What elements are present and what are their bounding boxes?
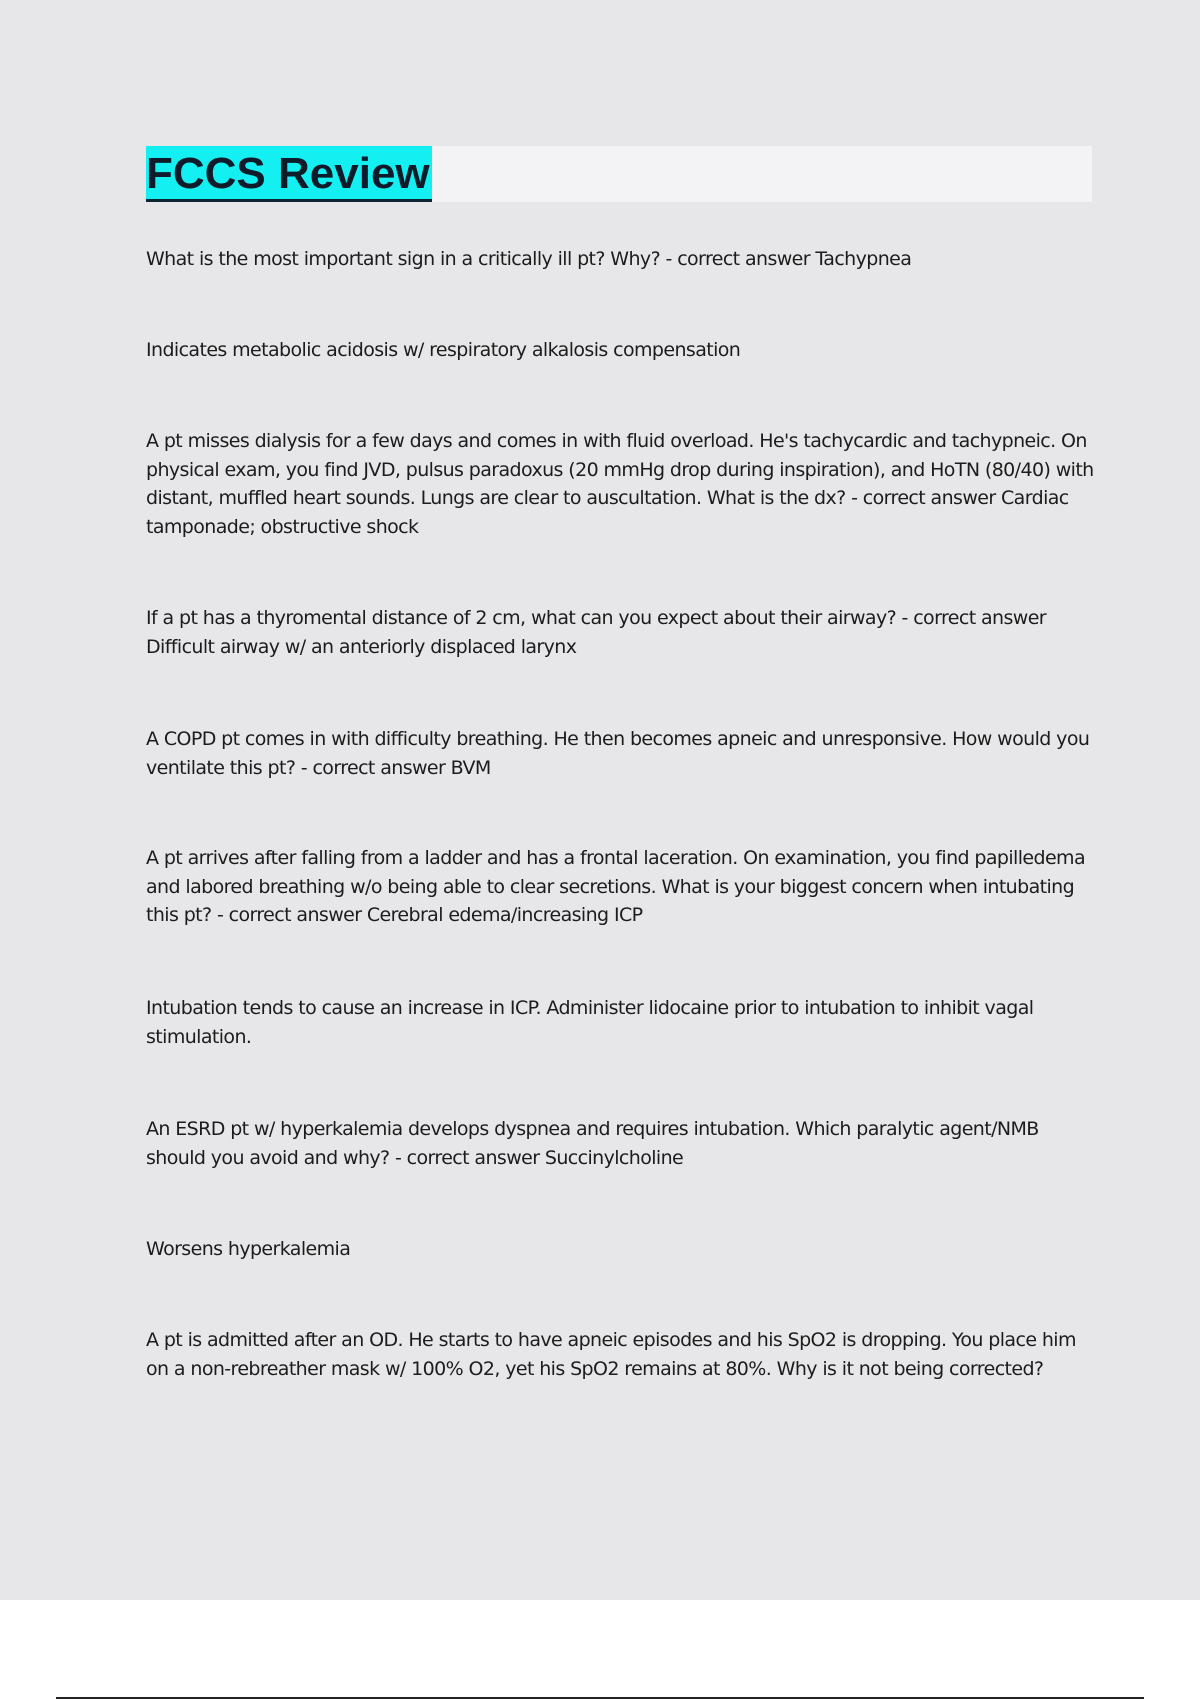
paragraph-1: What is the most important sign in a critically ill pt? Why? - correct answer Tachypnea: [146, 248, 912, 270]
paragraph-8: An ESRD pt w/ hyperkalemia develops dyspnea and requires intubation. Which paralytic agent/NMB should you avoid and why? - correct answer Succinylcholine: [146, 1118, 1039, 1169]
paragraph-7: Intubation tends to cause an increase in ICP. Administer lidocaine prior to intubation to inhibit vagal stimulation.: [146, 997, 1034, 1048]
page-title: FCCS Review: [146, 146, 432, 202]
paragraph-5: A COPD pt comes in with difficulty breathing. He then becomes apneic and unresponsive. How would you ventilate this pt? - correct answer BVM: [146, 728, 1090, 779]
paragraph-10: A pt is admitted after an OD. He starts to have apneic episodes and his SpO2 is dropping. You place him on a non-rebreather mask w/ 100% O2, yet his SpO2 remains at 80%. Why is it not being corrected?: [146, 1329, 1076, 1380]
paragraph-6: A pt arrives after falling from a ladder and has a frontal laceration. On examination, you find papilledema and labored breathing w/o being able to clear secretions. What is your biggest concern when intubating this pt? - correct answer Cerebral edema/increasing ICP: [146, 847, 1086, 926]
footer-divider: [56, 1697, 1144, 1699]
paragraph-4: If a pt has a thyromental distance of 2 cm, what can you expect about their airway? - correct answer Difficult airway w/ an anteriorly displaced larynx: [146, 607, 1047, 658]
paragraph-9: Worsens hyperkalemia: [146, 1238, 351, 1260]
paragraph-2: Indicates metabolic acidosis w/ respiratory alkalosis compensation: [146, 339, 741, 361]
paragraph-3: A pt misses dialysis for a few days and comes in with fluid overload. He's tachycardic and tachypneic. On physical exam, you find JVD, pulsus paradoxus (20 mmHg drop during inspiration), and HoTN (80/40) with distant, muffled heart sounds. Lungs are clear to auscultation. What is the dx? - correct answer Cardiac tamponade; obstructive shock: [146, 430, 1094, 538]
